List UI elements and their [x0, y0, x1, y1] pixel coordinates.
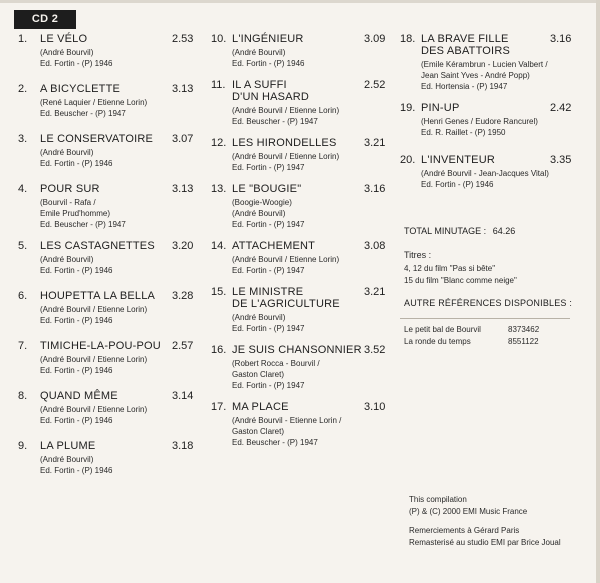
track-credit: (Boogie-Woogie)	[232, 198, 292, 207]
other-refs-heading: AUTRE RÉFÉRENCES DISPONIBLES :	[404, 298, 573, 308]
track-title: LA BRAVE FILLE	[421, 33, 509, 45]
track-credit: Ed. Beuscher - (P) 1947	[40, 109, 126, 118]
total-runtime-value: 64.26	[492, 226, 516, 236]
track-credit: Ed. Fortin - (P) 1946	[232, 59, 305, 68]
track-credit: (Henri Genes / Eudore Rancurel)	[421, 117, 538, 126]
track-number: 15.	[211, 286, 227, 298]
track-credit: Ed. Fortin - (P) 1946	[40, 159, 113, 168]
track-credit: (Bourvil - Rafa /	[40, 198, 96, 207]
track-number: 4.	[18, 183, 28, 195]
track-duration: 3.16	[550, 33, 572, 45]
track-credit: Ed. Beuscher - (P) 1947	[40, 220, 126, 229]
titres-line-2: 15 du film "Blanc comme neige"	[404, 276, 517, 285]
track-duration: 3.13	[172, 83, 194, 95]
track-number: 19.	[400, 102, 416, 114]
track-credit: Ed. Fortin - (P) 1947	[232, 266, 305, 275]
track-duration: 3.16	[364, 183, 386, 195]
track-number: 18.	[400, 33, 416, 45]
track-number: 13.	[211, 183, 227, 195]
track-credit: Ed. Fortin - (P) 1947	[232, 324, 305, 333]
track-number: 11.	[211, 79, 226, 91]
titres-line-1: 4, 12 du film "Pas si bête"	[404, 264, 496, 273]
track-title: LE VÉLO	[40, 33, 88, 45]
track-title: L'INVENTEUR	[421, 154, 495, 166]
track-number: 5.	[18, 240, 28, 252]
other-ref-number-1: 8373462	[508, 325, 540, 334]
track-credit: (André Bourvil)	[40, 148, 94, 157]
track-credit: (Robert Rocca - Bourvil /	[232, 359, 320, 368]
track-credit: (André Bourvil - Jean-Jacques Vital)	[421, 169, 549, 178]
track-credit: Ed. Fortin - (P) 1946	[40, 316, 113, 325]
track-title: DE L'AGRICULTURE	[232, 298, 340, 310]
track-title: A BICYCLETTE	[40, 83, 121, 95]
track-credit: Ed. Fortin - (P) 1947	[232, 220, 305, 229]
track-duration: 3.21	[364, 137, 386, 149]
track-number: 20.	[400, 154, 416, 166]
track-credit: (André Bourvil / Etienne Lorin)	[232, 152, 340, 161]
track-credit: Ed. R. Raillet - (P) 1950	[421, 128, 506, 137]
track-duration: 2.42	[550, 102, 572, 114]
other-ref-title-1: Le petit bal de Bourvil	[404, 325, 481, 334]
track-credit: Ed. Hortensia - (P) 1947	[421, 82, 508, 91]
track-number: 16.	[211, 344, 227, 356]
track-title: DES ABATTOIRS	[421, 45, 510, 57]
track-credit: (André Bourvil - Etienne Lorin /	[232, 416, 342, 425]
track-title: PIN-UP	[421, 102, 460, 114]
disc-label: CD 2	[14, 10, 76, 29]
track-duration: 3.14	[172, 390, 194, 402]
titres-label: Titres :	[404, 250, 432, 260]
track-title: MA PLACE	[232, 401, 289, 413]
track-duration: 2.57	[172, 340, 194, 352]
compilation-line-1: This compilation	[409, 495, 467, 504]
track-credit: (André Bourvil)	[232, 209, 286, 218]
total-runtime-label: TOTAL MINUTAGE :	[404, 226, 487, 236]
thanks-line-1: Remerciements à Gérard Paris	[409, 526, 520, 535]
track-credit: (André Bourvil)	[232, 313, 286, 322]
track-title: LE MINISTRE	[232, 286, 304, 298]
track-duration: 3.08	[364, 240, 386, 252]
track-title: ATTACHEMENT	[232, 240, 316, 252]
track-credit: Ed. Fortin - (P) 1946	[40, 59, 113, 68]
track-credit: (André Bourvil / Etienne Lorin)	[40, 355, 148, 364]
track-duration: 3.20	[172, 240, 194, 252]
track-duration: 2.53	[172, 33, 194, 45]
track-number: 17.	[211, 401, 227, 413]
track-title: LA PLUME	[40, 440, 96, 452]
track-credit: Gaston Claret)	[232, 370, 285, 379]
track-credit: Ed. Beuscher - (P) 1947	[232, 438, 318, 447]
track-duration: 3.28	[172, 290, 194, 302]
track-credit: (André Bourvil)	[40, 255, 94, 264]
track-credit: (André Bourvil)	[232, 48, 286, 57]
track-credit: (André Bourvil / Etienne Lorin)	[232, 106, 340, 115]
track-number: 10.	[211, 33, 227, 45]
track-title: D'UN HASARD	[232, 91, 310, 103]
track-title: IL A SUFFI	[232, 79, 287, 91]
track-duration: 3.35	[550, 154, 572, 166]
track-duration: 3.09	[364, 33, 386, 45]
track-number: 1.	[18, 33, 28, 45]
track-credit: Ed. Fortin - (P) 1946	[40, 416, 113, 425]
track-title: LE "BOUGIE"	[232, 183, 302, 195]
track-number: 3.	[18, 133, 28, 145]
track-credit: Jean Saint Yves - André Popp)	[421, 71, 530, 80]
other-refs-divider	[400, 318, 570, 319]
track-credit: (André Bourvil / Etienne Lorin)	[232, 255, 340, 264]
track-number: 8.	[18, 390, 28, 402]
track-title: HOUPETTA LA BELLA	[40, 290, 156, 302]
track-credit: (André Bourvil)	[40, 48, 94, 57]
track-duration: 3.07	[172, 133, 194, 145]
track-title: L'INGÉNIEUR	[232, 33, 304, 45]
track-credit: Emile Prud'homme)	[40, 209, 110, 218]
track-title: LES HIRONDELLES	[232, 137, 337, 149]
track-credit: (André Bourvil)	[40, 455, 94, 464]
track-credit: (André Bourvil / Etienne Lorin)	[40, 405, 148, 414]
track-credit: Ed. Fortin - (P) 1947	[232, 163, 305, 172]
other-ref-number-2: 8551122	[508, 337, 539, 346]
track-title: LES CASTAGNETTES	[40, 240, 155, 252]
track-number: 12.	[211, 137, 227, 149]
total-runtime	[404, 226, 515, 236]
track-credit: Ed. Fortin - (P) 1946	[40, 466, 113, 475]
track-duration: 3.21	[364, 286, 386, 298]
compilation-line-2: (P) & (C) 2000 EMI Music France	[409, 507, 528, 516]
track-duration: 2.52	[364, 79, 386, 91]
other-ref-title-2: La ronde du temps	[404, 337, 471, 346]
page-top-edge	[0, 0, 600, 3]
track-number: 7.	[18, 340, 28, 352]
track-credit: Ed. Fortin - (P) 1947	[232, 381, 305, 390]
track-title: QUAND MÊME	[40, 390, 118, 402]
track-title: POUR SUR	[40, 183, 100, 195]
track-credit: Ed. Fortin - (P) 1946	[40, 366, 113, 375]
track-duration: 3.18	[172, 440, 194, 452]
track-title: LE CONSERVATOIRE	[40, 133, 154, 145]
track-number: 2.	[18, 83, 28, 95]
track-credit: Gaston Claret)	[232, 427, 285, 436]
track-duration: 3.10	[364, 401, 386, 413]
track-credit: Ed. Beuscher - (P) 1947	[232, 117, 318, 126]
track-credit: (André Bourvil / Etienne Lorin)	[40, 305, 148, 314]
track-credit: (Emile Kérambrun - Lucien Valbert /	[421, 60, 548, 69]
track-credit: Ed. Fortin - (P) 1946	[421, 180, 494, 189]
track-title: JE SUIS CHANSONNIER	[232, 344, 362, 356]
page-right-edge	[596, 0, 600, 583]
track-number: 6.	[18, 290, 28, 302]
track-duration: 3.52	[364, 344, 386, 356]
track-duration: 3.13	[172, 183, 194, 195]
track-title: TIMICHE-LA-POU-POU	[40, 340, 161, 352]
track-number: 9.	[18, 440, 28, 452]
track-credit: (René Laquier / Etienne Lorin)	[40, 98, 148, 107]
track-credit: Ed. Fortin - (P) 1946	[40, 266, 113, 275]
thanks-line-2: Remasterisé au studio EMI par Brice Joual	[409, 538, 561, 547]
track-number: 14.	[211, 240, 227, 252]
